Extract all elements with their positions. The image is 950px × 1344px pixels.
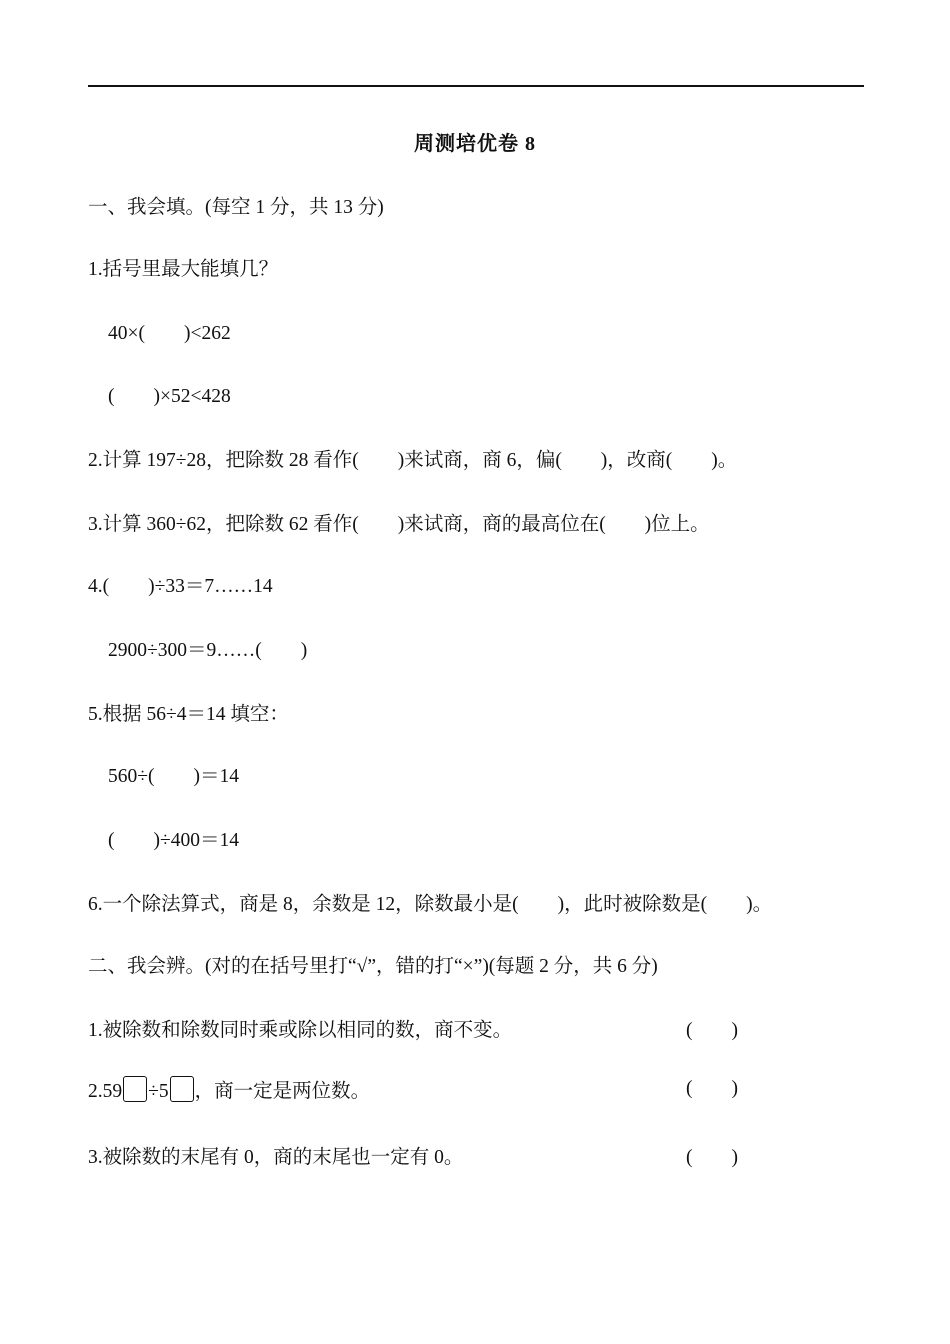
answer-paren-3[interactable]: ( ) <box>686 1147 738 1168</box>
blank-box <box>123 1076 147 1102</box>
question-1b: ( )×52<428 <box>108 386 231 407</box>
judge-item-2-part-a: 2.59 <box>88 1081 123 1102</box>
answer-paren-1[interactable]: ( ) <box>686 1020 738 1041</box>
question-1a: 40×( )<262 <box>108 323 231 344</box>
question-2: 2.计算 197÷28，把除数 28 看作( )来试商，商 6，偏( )，改商( )。 <box>88 450 738 471</box>
question-4b: 2900÷300＝9……( ) <box>108 640 308 661</box>
judge-item-2-part-b: ÷5 <box>148 1081 169 1102</box>
judge-item-1: 1.被除数和除数同时乘或除以相同的数，商不变。 <box>88 1020 513 1041</box>
top-rule <box>88 85 864 87</box>
answer-paren-2[interactable]: ( ) <box>686 1078 738 1099</box>
section1-heading: 一、我会填。(每空 1 分，共 13 分) <box>88 197 384 218</box>
question-6: 6.一个除法算式，商是 8，余数是 12，除数最小是( )，此时被除数是( )。 <box>88 894 773 915</box>
judge-item-2 <box>88 1076 370 1105</box>
question-5: 5.根据 56÷4＝14 填空： <box>88 704 289 725</box>
question-1: 1.括号里最大能填几？ <box>88 259 279 280</box>
question-5a: 560÷( )＝14 <box>108 766 239 787</box>
question-5b: ( )÷400＝14 <box>108 830 239 851</box>
page-title: 周测培优卷 8 <box>414 133 536 155</box>
judge-item-3: 3.被除数的末尾有 0，商的末尾也一定有 0。 <box>88 1147 464 1168</box>
judge-item-2-part-c: ，商一定是两位数。 <box>194 1081 371 1102</box>
question-3: 3.计算 360÷62，把除数 62 看作( )来试商，商的最高位在( )位上。 <box>88 514 710 535</box>
blank-box <box>170 1076 194 1102</box>
section2-heading: 二、我会辨。(对的在括号里打“√”，错的打“×”)(每题 2 分，共 6 分) <box>88 956 658 977</box>
question-4a: 4.( )÷33＝7……14 <box>88 576 273 597</box>
